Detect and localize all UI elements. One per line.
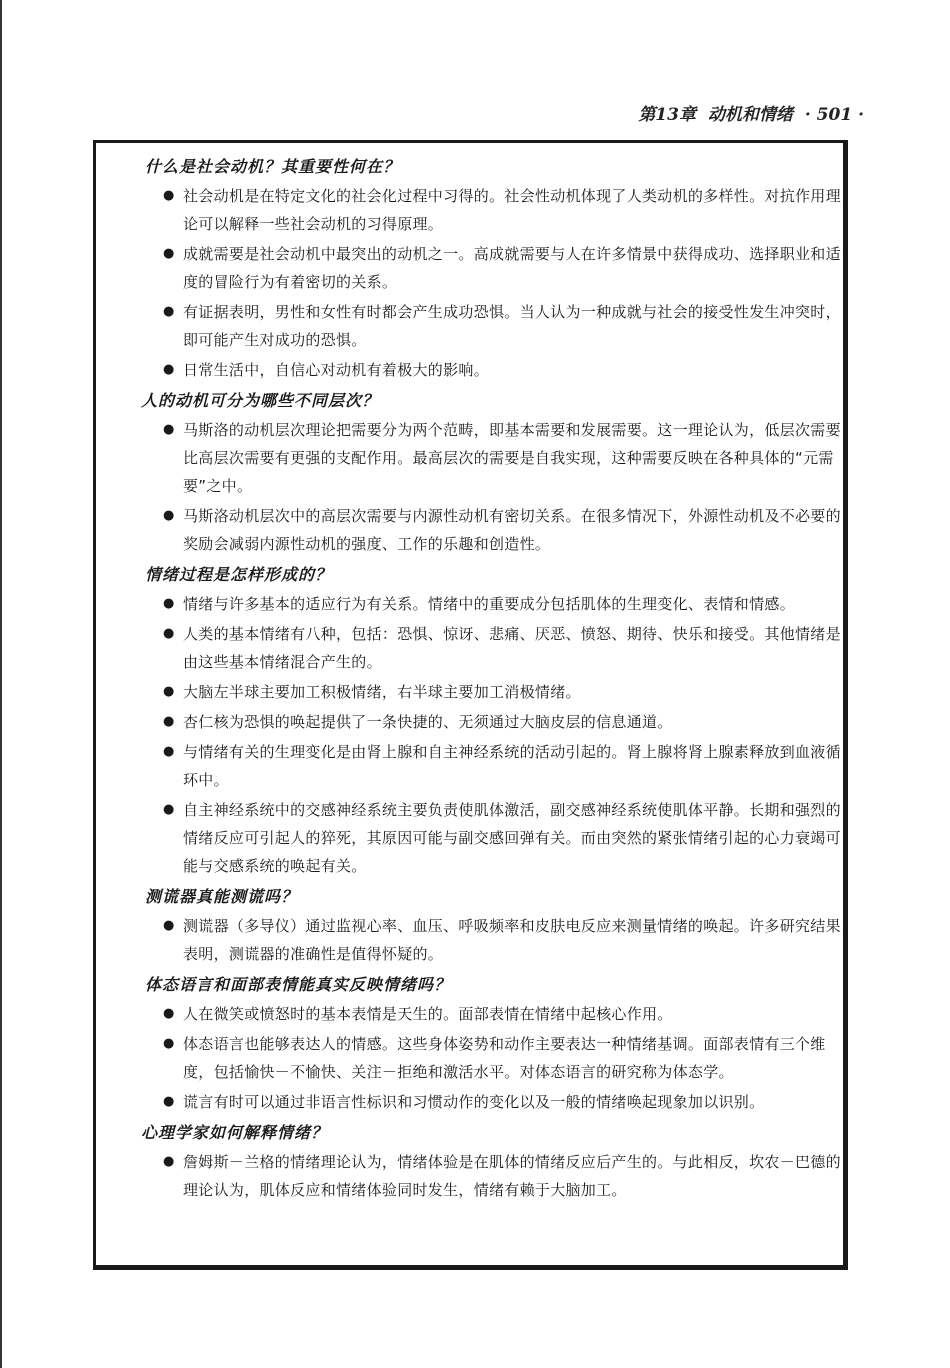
section-title: 测谎器真能测谎吗？ <box>145 887 299 906</box>
section-title: 心理学家如何解释情绪？ <box>141 1123 329 1142</box>
bullet-item: ● 谎言有时可以通过非语言性标识和习惯动作的变化以及一般的情绪唤起现象加以识别。 <box>157 1088 850 1116</box>
bullet-item: ● 有证据表明，男性和女性有时都会产生成功恐惧。当人认为一种成就与社会的接受性发生冲突时，即可能产生对成功的恐惧。 <box>157 298 850 354</box>
bullet-item: ● 测谎器（多导仪）通过监视心率、血压、呼吸频率和皮肤电反应来测量情绪的唤起。许多研究结果表明，测谎器的准确性是值得怀疑的。 <box>157 912 850 968</box>
bullet-item: ● 大脑左半球主要加工积极情绪，右半球主要加工消极情绪。 <box>157 678 850 706</box>
section-title: 什么是社会动机？其重要性何在？ <box>145 157 401 176</box>
bullet-item: ● 日常生活中，自信心对动机有着极大的影响。 <box>157 356 850 384</box>
chapter-number: 第13章 <box>638 105 696 125</box>
bullet-item: ● 自主神经系统中的交感神经系统主要负责使肌体激活，副交感神经系统使肌体平静。长期和强烈的情绪反应可引起人的猝死，其原因可能与副交感回弹有关。而由突然的紧张情绪引起的心力衰竭可能与交感系统的唤起有关。 <box>157 796 850 880</box>
section-title: 情绪过程是怎样形成的？ <box>145 565 333 584</box>
section-title: 体态语言和面部表情能真实反映情绪吗？ <box>145 975 452 994</box>
bullet-item: ● 人在微笑或愤怒时的基本表情是天生的。面部表情在情绪中起核心作用。 <box>157 1000 850 1028</box>
bullet-item: ● 人类的基本情绪有八种，包括：恐惧、惊讶、悲痛、厌恶、愤怒、期待、快乐和接受。其他情绪是由这些基本情绪混合产生的。 <box>157 620 850 676</box>
bullet-item: ● 成就需要是社会动机中最突出的动机之一。高成就需要与人在许多情景中获得成功、选择职业和适度的冒险行为有着密切的关系。 <box>157 240 850 296</box>
page-number: · 501 · <box>804 105 864 125</box>
bullet-item: ● 杏仁核为恐惧的唤起提供了一条快捷的、无须通过大脑皮层的信息通道。 <box>157 708 850 736</box>
page-edge-line <box>0 0 2 1368</box>
summary-content <box>141 152 850 1206</box>
bullet-item: ● 情绪与许多基本的适应行为有关系。情绪中的重要成分包括肌体的生理变化、表情和情感。 <box>157 590 850 618</box>
bullet-item: ● 社会动机是在特定文化的社会化过程中习得的。社会性动机体现了人类动机的多样性。对抗作用理论可以解释一些社会动机的习得原理。 <box>157 182 850 238</box>
running-head <box>632 100 864 125</box>
section-title: 人的动机可分为哪些不同层次？ <box>141 391 380 410</box>
bullet-item: ● 马斯洛的动机层次理论把需要分为两个范畴，即基本需要和发展需要。这一理论认为，低层次需要比高层次需要有更强的支配作用。最高层次的需要是自我实现，这种需要反映在各种具体的“元需要”之中。 <box>157 416 850 500</box>
bullet-item: ● 马斯洛动机层次中的高层次需要与内源性动机有密切关系。在很多情况下，外源性动机及不必要的奖励会减弱内源性动机的强度、工作的乐趣和创造性。 <box>157 502 850 558</box>
bullet-item: ● 詹姆斯－兰格的情绪理论认为，情绪体验是在肌体的情绪反应后产生的。与此相反，坎农－巴德的理论认为，肌体反应和情绪体验同时发生，情绪有赖于大脑加工。 <box>157 1148 850 1204</box>
bullet-item: ● 体态语言也能够表达人的情感。这些身体姿势和动作主要表达一种情绪基调。面部表情有三个维度，包括愉快－不愉快、关注－拒绝和激活水平。对体态语言的研究称为体态学。 <box>157 1030 850 1086</box>
chapter-title: 动机和情绪 <box>707 105 793 125</box>
bullet-item: ● 与情绪有关的生理变化是由肾上腺和自主神经系统的活动引起的。肾上腺将肾上腺素释放到血液循环中。 <box>157 738 850 794</box>
